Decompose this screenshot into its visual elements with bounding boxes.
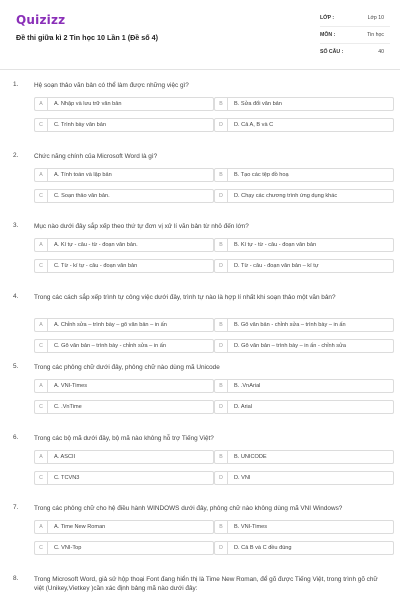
option-letter-badge: B [215,521,228,533]
option-letter-badge: B [215,451,228,463]
question-text: Trong các phông chữ dưới đây, phông chữ nào dùng mã Unicode [34,364,220,371]
option-text: D. Chạy các chương trình ứng dụng khác [234,192,338,199]
option-text: C. Trình bày văn bản [54,122,106,128]
answer-option-b[interactable] [214,450,394,464]
answer-option-c[interactable] [34,541,214,555]
question-item [0,427,400,498]
option-text: B. Tạo các tệp đồ hoạ [234,171,289,178]
answer-option-a[interactable] [34,520,214,534]
option-letter-badge: A [35,380,48,392]
question-text: Trong Microsoft Word, giả sử hộp thoại Font đang hiển thị là Time New Roman, để gõ được Tiếng Việt, trong trình gõ chữ việt (Unikey,Vietkey )cần xác định bảng mã nào dưới đây: [34,575,378,592]
question-text: Hệ soạn thảo văn bản có thể làm được những việc gì? [34,82,189,89]
answer-option-a[interactable] [34,450,214,464]
option-letter-badge: C [35,542,48,554]
question-list [0,74,400,600]
answer-option-d[interactable] [214,400,394,414]
option-text: B. Sửa đổi văn bản [234,101,282,107]
answer-option-d[interactable] [214,541,394,555]
answer-option-c[interactable] [34,259,214,273]
meta-row-question-count [320,44,390,61]
option-text: D. Arial [234,404,253,410]
option-letter-badge: C [35,472,48,484]
meta-row-class [320,10,390,27]
option-letter-badge: A [35,521,48,533]
option-letter-badge: A [35,319,48,331]
option-text: C. .VnTime [54,404,82,410]
option-letter-badge: D [215,340,228,352]
option-letter-badge: A [35,98,48,110]
question-number: 7. [13,504,19,511]
question-number: 5. [13,363,19,370]
question-number: 6. [13,433,19,441]
question-number: 4. [13,292,19,300]
option-text: D. Cả B và C đều đúng [234,545,292,551]
option-letter-badge: B [215,319,228,331]
answer-option-b[interactable] [214,520,394,534]
option-text: A. Chỉnh sửa – trình bày – gõ văn bản – in ấn [54,321,167,328]
option-letter-badge: D [215,260,228,272]
option-letter-badge: D [215,401,228,413]
question-text: Chức năng chính của Microsoft Word là gì? [34,152,158,160]
meta-value: Lớp 10 [367,15,384,21]
question-number: 2. [13,151,19,159]
option-text: B. .VnArial [234,383,261,389]
option-letter-badge: D [215,119,228,131]
question-number: 3. [13,222,19,229]
quizizz-logo: Quizizz [16,13,66,27]
question-item [0,215,400,286]
answer-option-c[interactable] [34,471,214,485]
option-text: A. Nhập và lưu trữ văn bản [54,101,122,107]
meta-row-subject [320,27,390,44]
option-text: D. Từ - câu - đoạn văn bản – kí tự [234,263,319,269]
answer-option-b[interactable] [214,318,394,332]
option-letter-badge: B [215,380,228,392]
question-text: Trong các cách sắp xếp trình tự công việc dưới đây, trình tự nào là hợp lí nhất khi soạn thảo một văn bản? [34,293,336,301]
option-letter-badge: A [35,239,48,251]
option-letter-badge: D [215,472,228,484]
answer-option-b[interactable] [214,168,394,182]
answer-option-b[interactable] [214,97,394,111]
option-text: C. VNI-Top [54,545,82,551]
question-item [0,145,400,216]
meta-value: 40 [378,49,384,55]
answer-option-a[interactable] [34,318,214,332]
answer-option-c[interactable] [34,339,214,353]
option-text: B. Gõ văn bản - chỉnh sửa – trình bày – in ấn [234,321,346,328]
option-text: B. UNICODE [234,453,267,460]
worksheet-header [0,0,400,70]
option-letter-badge: B [215,169,228,181]
meta-label: LỚP : [320,15,335,21]
option-text: A. Tính toán và lập bản [54,171,112,178]
option-text: A. Time New Roman [54,524,106,530]
answer-option-a[interactable] [34,168,214,182]
question-number: 1. [13,81,19,88]
question-text: Mục nào dưới đây sắp xếp theo thứ tự đơn vị xử lí văn bản từ nhỏ đến lớn? [34,223,249,230]
option-text: D. Cả A, B và C [234,122,274,128]
answer-option-a[interactable] [34,97,214,111]
meta-value: Tin học [367,32,384,38]
question-text: Trong các phông chữ cho hệ điều hành WINDOWS dưới đây, phông chữ nào không dùng mã VNI Windows? [34,505,343,512]
answer-option-d[interactable] [214,471,394,485]
option-letter-badge: C [35,119,48,131]
question-item [0,74,400,145]
option-text: D. Gõ văn bản – trình bày – in ấn - chỉnh sửa [234,342,346,349]
answer-option-c[interactable] [34,118,214,132]
answer-option-d[interactable] [214,259,394,273]
answer-option-c[interactable] [34,189,214,203]
meta-label: MÔN : [320,32,336,38]
option-letter-badge: D [215,542,228,554]
option-text: B. Kí tự - từ - câu - đoạn văn bản [234,242,317,248]
answer-option-d[interactable] [214,339,394,353]
question-item [0,497,400,568]
option-text: A. ASCII [54,453,76,460]
option-text: A. Kí tự - câu - từ - đoạn văn bản. [54,242,138,248]
answer-option-b[interactable] [214,379,394,393]
option-letter-badge: B [215,98,228,110]
option-text: C. TCVN3 [54,474,80,481]
answer-option-c[interactable] [34,400,214,414]
option-letter-badge: A [35,169,48,181]
answer-option-d[interactable] [214,118,394,132]
option-letter-badge: C [35,401,48,413]
worksheet-title: Đề thi giữa kì 2 Tin học 10 Lần 1 (Đề số 4) [16,33,159,42]
answer-option-b[interactable] [214,238,394,252]
option-text: D. VNI [234,474,251,481]
option-letter-badge: C [35,260,48,272]
question-item [0,568,400,600]
option-text: C. Từ - kí tự - câu - đoạn văn bản [54,263,138,269]
worksheet-meta-box [320,10,390,60]
question-text: Trong các bộ mã dưới đây, bộ mã nào không hỗ trợ Tiếng Việt? [34,434,214,442]
question-item [0,356,400,427]
option-text: B. VNI-Times [234,524,268,530]
meta-label: SỐ CÂU : [320,49,344,55]
option-letter-badge: C [35,340,48,352]
answer-option-a[interactable] [34,238,214,252]
option-letter-badge: A [35,451,48,463]
question-item [0,286,400,357]
option-letter-badge: B [215,239,228,251]
option-letter-badge: D [215,190,228,202]
option-text: C. Gõ văn bản – trình bày - chỉnh sửa – in ấn [54,342,166,349]
answer-option-a[interactable] [34,379,214,393]
answer-option-d[interactable] [214,189,394,203]
question-number: 8. [13,574,19,582]
option-text: C. Soạn thảo văn bản. [54,192,110,199]
option-text: A. VNI-Times [54,383,88,389]
option-letter-badge: C [35,190,48,202]
